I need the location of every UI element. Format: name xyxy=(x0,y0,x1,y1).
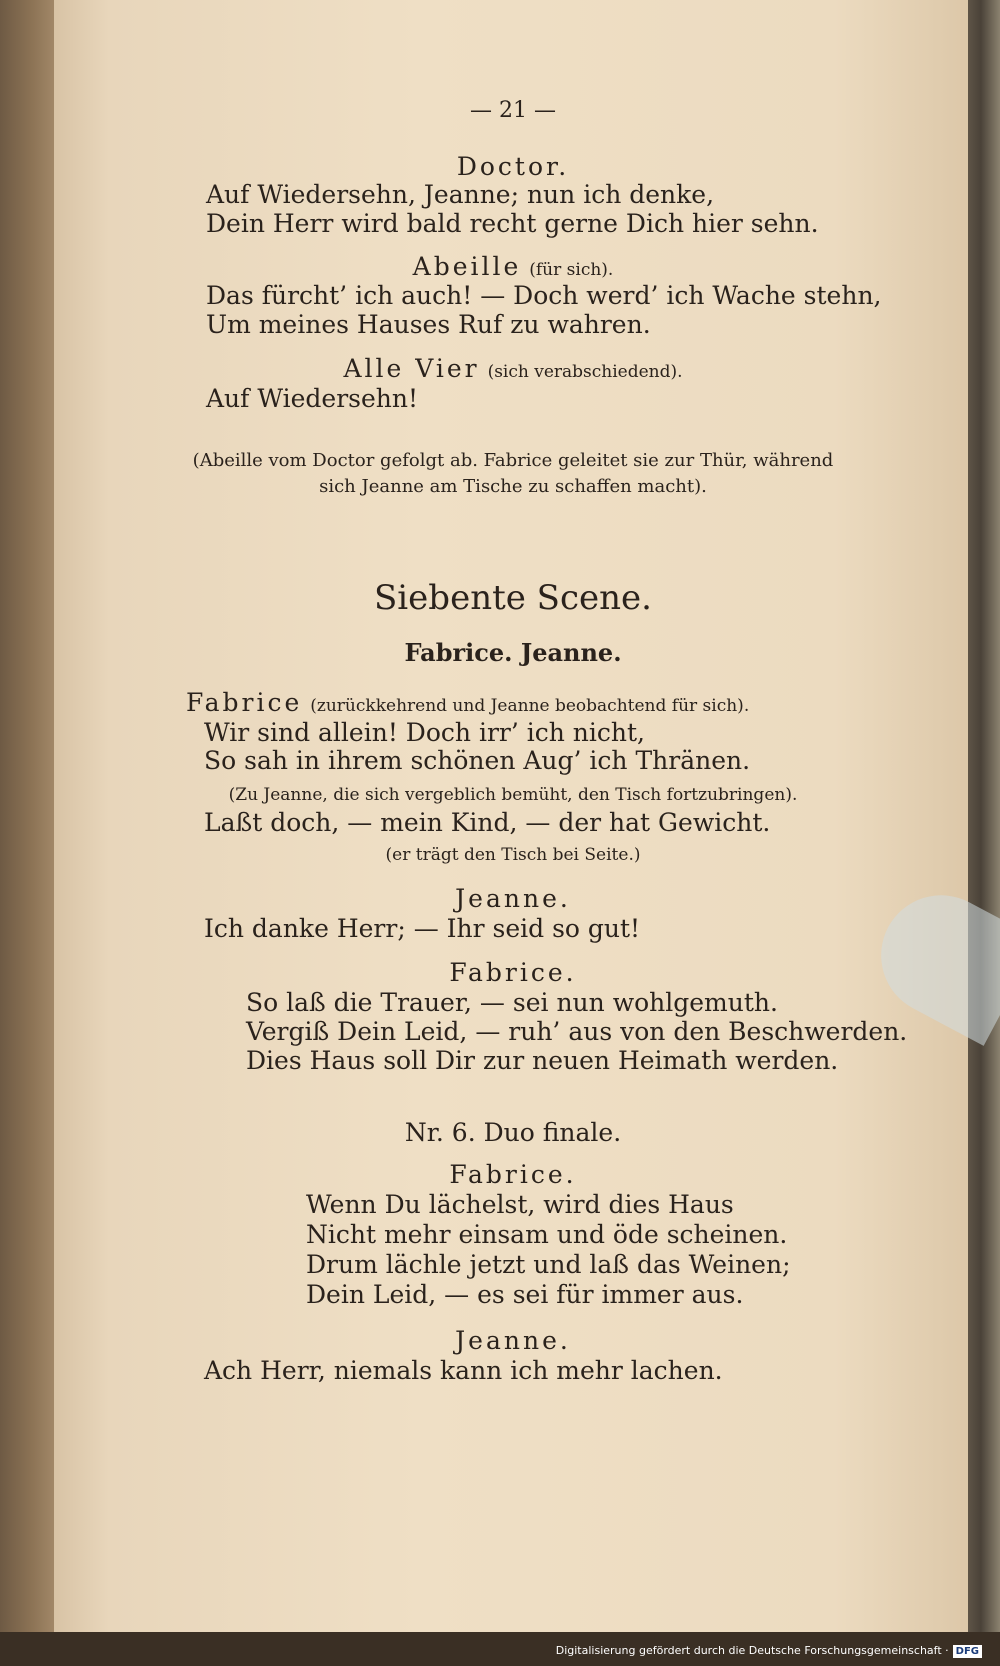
digitization-credit xyxy=(556,1644,982,1658)
book-page xyxy=(54,0,972,1632)
verse-line: So sah in ihrem schönen Aug’ ich Thränen. xyxy=(204,746,751,775)
verse-line: Nicht mehr einsam und öde scheinen. xyxy=(306,1220,788,1249)
speaker-abeille: Abeille xyxy=(412,252,522,281)
speaker-line-fabrice xyxy=(186,688,749,721)
page-number: — 21 — xyxy=(470,98,556,123)
speaker-alle-vier: Alle Vier xyxy=(343,354,480,383)
speaker-fabrice: Fabrice xyxy=(186,688,303,717)
speaker-direction: (zurückkehrend und Jeanne beobachtend für sich). xyxy=(310,696,750,716)
verse-line: So laß die Trauer, — sei nun wohlgemuth. xyxy=(246,988,778,1017)
verse-line: Wenn Du lächelst, wird dies Haus xyxy=(306,1190,734,1219)
speaker-jeanne: Jeanne. xyxy=(455,1326,571,1355)
verse-line: Ach Herr, niemals kann ich mehr lachen. xyxy=(204,1356,723,1385)
verse-line: Drum lächle jetzt und laß das Weinen; xyxy=(306,1250,791,1279)
speaker-line-alle-vier xyxy=(54,354,972,387)
book-spine xyxy=(0,0,58,1632)
speaker-jeanne: Jeanne. xyxy=(455,884,571,913)
stage-direction: (Abeille vom Doctor gefolgt ab. Fabrice geleitet sie zur Thür, während xyxy=(192,450,834,471)
speaker-fabrice: Fabrice. xyxy=(449,1160,577,1189)
stage-direction: (er trägt den Tisch bei Seite.) xyxy=(385,845,641,865)
verse-line: Um meines Hauses Ruf zu wahren. xyxy=(206,310,651,339)
speaker-fabrice: Fabrice. xyxy=(449,958,577,987)
dfg-logo: DFG xyxy=(953,1645,982,1658)
scene-title: Siebente Scene. xyxy=(374,578,652,618)
credit-text: Digitalisierung gefördert durch die Deutsche Forschungsgemeinschaft · xyxy=(555,1644,949,1657)
verse-line: Vergiß Dein Leid, — ruh’ aus von den Beschwerden. xyxy=(246,1017,908,1046)
speaker-direction: (für sich). xyxy=(529,260,614,280)
speaker-doctor: Doctor. xyxy=(456,152,570,181)
verse-line: Laßt doch, — mein Kind, — der hat Gewicht. xyxy=(204,808,771,837)
verse-line: Dies Haus soll Dir zur neuen Heimath werden. xyxy=(246,1046,839,1075)
verse-line: Dein Leid, — es sei für immer aus. xyxy=(306,1280,744,1309)
verse-line: Ich danke Herr; — Ihr seid so gut! xyxy=(204,914,641,943)
stage-direction: (Zu Jeanne, die sich vergeblich bemüht, den Tisch fortzubringen). xyxy=(228,785,798,805)
stage-direction: sich Jeanne am Tische zu schaffen macht). xyxy=(319,476,707,497)
page-edge xyxy=(968,0,1000,1632)
verse-line: Wir sind allein! Doch irr’ ich nicht, xyxy=(204,718,645,747)
verse-line: Auf Wiedersehn, Jeanne; nun ich denke, xyxy=(206,180,715,209)
number-heading: Nr. 6. Duo finale. xyxy=(404,1118,622,1147)
speaker-direction: (sich verabschiedend). xyxy=(487,362,683,382)
verse-line: Auf Wiedersehn! xyxy=(206,384,419,413)
verse-line: Das fürcht’ ich auch! — Doch werd’ ich Wache stehn, xyxy=(206,281,882,310)
scene-persons: Fabrice. Jeanne. xyxy=(404,638,622,667)
verse-line: Dein Herr wird bald recht gerne Dich hier sehn. xyxy=(206,209,819,238)
